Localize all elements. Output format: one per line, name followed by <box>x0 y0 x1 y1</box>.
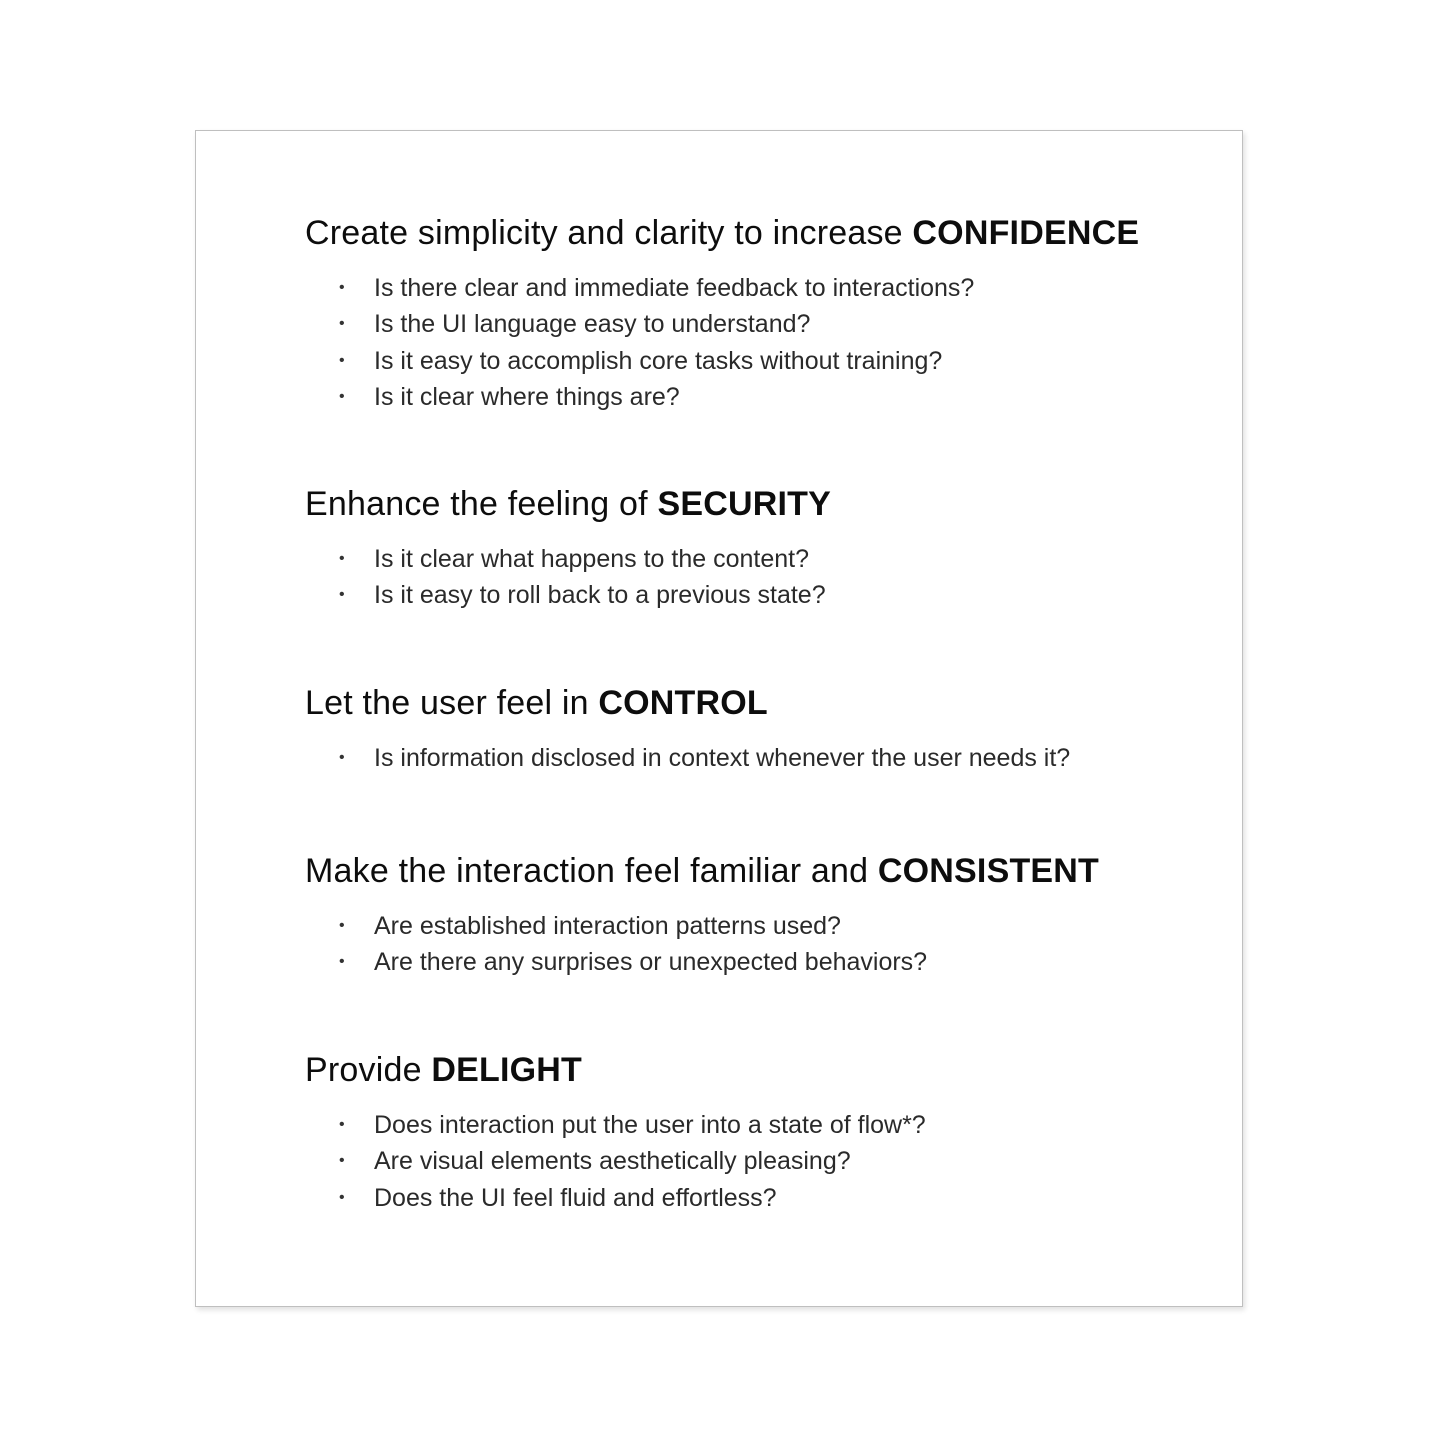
heading-text: Create simplicity and clarity to increase <box>305 214 903 252</box>
heading-keyword: CONTROL <box>598 684 768 722</box>
list-item-text: Is information disclosed in context whenever the user needs it? <box>374 744 1071 772</box>
list-item-text: Are established interaction patterns used? <box>374 912 841 940</box>
bullet-list <box>305 740 1205 776</box>
list-item-text: Is it clear where things are? <box>374 382 680 411</box>
bullet-icon: • <box>339 586 345 604</box>
list-item-text: Does the UI feel fluid and effortless? <box>374 1183 777 1212</box>
principles-card <box>195 130 1243 1307</box>
list-item <box>305 577 1205 613</box>
heading-keyword: CONSISTENT <box>877 852 1100 890</box>
list-item <box>305 343 1205 379</box>
section-heading <box>305 484 1205 524</box>
section-security <box>305 484 1205 614</box>
heading-keyword: CONFIDENCE <box>912 214 1140 252</box>
list-item <box>305 908 1205 944</box>
section-confidence <box>305 213 1205 415</box>
bullet-icon: • <box>339 279 345 296</box>
list-item-text: Is the UI language easy to understand? <box>374 310 811 339</box>
heading-text: Make the interaction feel familiar and <box>305 852 869 890</box>
bullet-icon: • <box>339 953 345 971</box>
list-item <box>305 740 1205 776</box>
list-item <box>305 944 1205 980</box>
bullet-icon: • <box>339 315 345 333</box>
list-item-text: Are there any surprises or unexpected behaviors? <box>374 948 928 977</box>
heading-text: Enhance the feeling of <box>305 485 648 523</box>
bullet-list <box>305 270 1205 415</box>
list-item <box>305 1107 1205 1143</box>
section-heading <box>305 683 1205 723</box>
heading-text: Provide <box>305 1051 422 1089</box>
bullet-icon: • <box>339 387 345 405</box>
list-item-text: Is it easy to accomplish core tasks without training? <box>374 346 943 375</box>
section-control <box>305 683 1205 776</box>
bullet-icon: • <box>339 351 345 369</box>
bullet-list <box>305 908 1205 981</box>
section-consistent <box>305 851 1205 981</box>
list-item-text: Is it easy to roll back to a previous state? <box>374 581 826 610</box>
bullet-icon: • <box>339 1152 345 1170</box>
bullet-icon: • <box>339 550 345 567</box>
list-item-text: Is it clear what happens to the content? <box>374 545 809 573</box>
heading-keyword: SECURITY <box>657 485 831 523</box>
bullet-list <box>305 1107 1205 1216</box>
list-item <box>305 1143 1205 1179</box>
section-heading <box>305 213 1205 253</box>
section-heading <box>305 1050 1205 1090</box>
heading-text: Let the user feel in <box>305 684 589 722</box>
list-item <box>305 541 1205 577</box>
bullet-icon: • <box>339 1188 345 1206</box>
bullet-icon: • <box>339 1116 345 1133</box>
list-item-text: Is there clear and immediate feedback to interactions? <box>374 274 975 302</box>
bullet-icon: • <box>339 917 345 934</box>
list-item <box>305 306 1205 342</box>
heading-keyword: DELIGHT <box>431 1051 582 1089</box>
section-heading <box>305 851 1205 891</box>
section-delight <box>305 1050 1205 1216</box>
bullet-list <box>305 541 1205 614</box>
list-item <box>305 1180 1205 1216</box>
bullet-icon: • <box>339 749 345 766</box>
list-item <box>305 270 1205 306</box>
list-item-text: Are visual elements aesthetically pleasing? <box>374 1147 851 1176</box>
list-item-text: Does interaction put the user into a state of flow*? <box>374 1111 926 1139</box>
list-item <box>305 379 1205 415</box>
